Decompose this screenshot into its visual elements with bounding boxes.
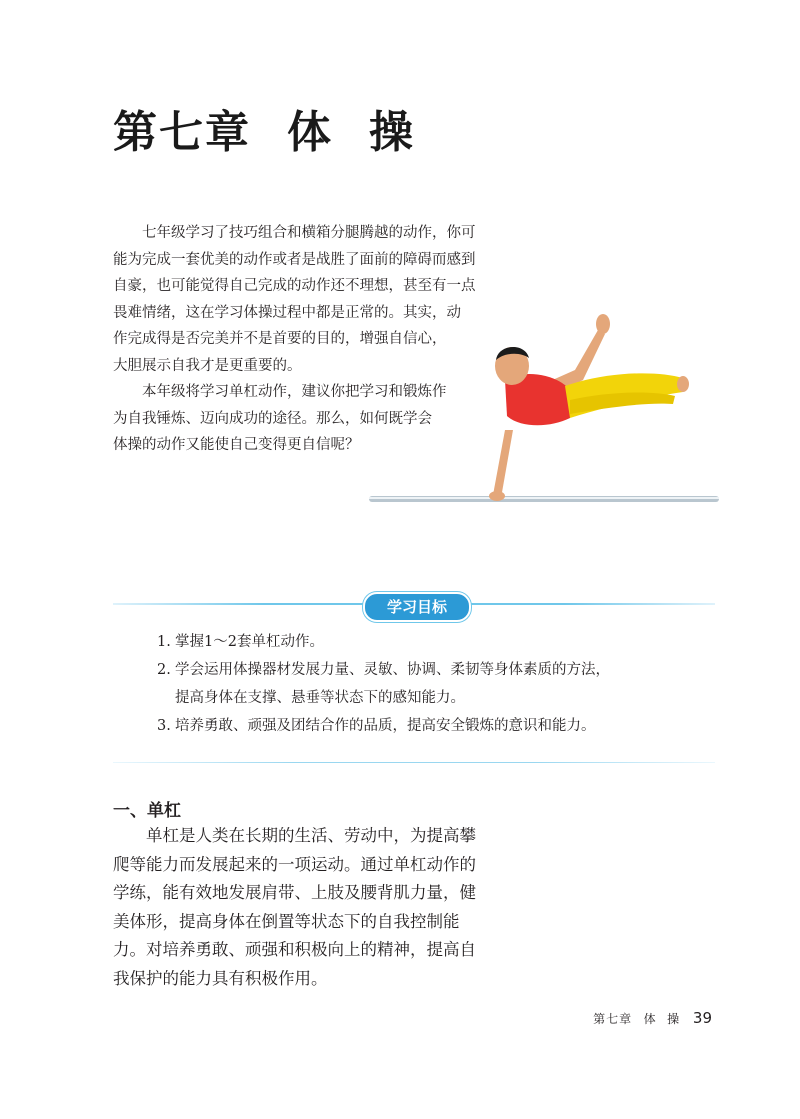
section-line: 我保护的能力具有积极作用。 — [113, 968, 328, 988]
chapter-number: 第七章 — [113, 107, 251, 158]
page-footer — [593, 1009, 712, 1027]
intro-line: 作完成得是否完美并不是首要的目的，增强自信心， — [113, 331, 447, 347]
intro-line: 自豪，也可能觉得自己完成的动作还不理想，甚至有一点 — [113, 278, 476, 294]
gymnast-figure — [489, 314, 689, 501]
footer-chapter: 第七章 — [593, 1012, 633, 1026]
goal-number: 3. — [157, 718, 171, 734]
learning-goals-panel — [113, 590, 715, 765]
goal-number: 2. — [157, 662, 171, 678]
goal-item — [157, 656, 717, 712]
section-line: 单杠是人类在长期的生活、劳动中，为提高攀 — [146, 826, 476, 845]
section-body — [113, 822, 513, 993]
gymnast-on-bar-illustration — [365, 300, 725, 520]
goals-list — [157, 628, 717, 740]
chapter-name-char1: 体 — [287, 107, 333, 158]
goal-text: 培养勇敢、顽强及团结合作的品质，提高安全锻炼的意识和能力。 — [175, 718, 596, 734]
goal-number: 1. — [157, 634, 171, 650]
chapter-title — [113, 96, 415, 160]
intro-line: 七年级学习了技巧组合和横箱分腿腾越的动作，你可 — [142, 225, 476, 241]
goal-item — [157, 712, 717, 740]
intro-line: 本年级将学习单杠动作，建议你把学习和锻炼作 — [142, 384, 447, 400]
learning-goals-badge: 学习目标 — [363, 592, 471, 622]
section-line: 爬等能力而发展起来的一项运动。通过单杠动作的 — [113, 854, 476, 874]
intro-line: 为自我锤炼、迈向成功的途径。那么，如何既学会 — [113, 410, 432, 427]
intro-line: 畏难情绪，这在学习体操过程中都是正常的。其实，动 — [113, 304, 461, 321]
footer-title-char1: 体 — [643, 1012, 656, 1026]
goal-text: 学会运用体操器材发展力量、灵敏、协调、柔韧等身体素质的方法， — [175, 662, 610, 678]
section-heading: 一、单杠 — [113, 801, 181, 821]
goal-text: 掌握1～2套单杠动作。 — [175, 634, 324, 650]
goal-item — [157, 628, 717, 656]
section-line: 学练，能有效地发展肩带、上肢及腰背肌力量，健 — [113, 883, 476, 902]
intro-line: 体操的动作又能使自己变得更自信呢？ — [113, 437, 360, 453]
goal-text-continued: 提高身体在支撑、悬垂等状态下的感知能力。 — [175, 690, 465, 706]
footer-title-char2: 操 — [667, 1012, 680, 1026]
goals-bottom-rule — [113, 762, 715, 763]
page-number: 39 — [692, 1009, 712, 1027]
intro-line: 大胆展示自我才是更重要的。 — [113, 357, 302, 374]
intro-line: 能为完成一套优美的动作或者是战胜了面前的障碍而感到 — [113, 251, 476, 268]
section-line: 力。对培养勇敢、顽强和积极向上的精神，提高自 — [113, 940, 476, 959]
section-line: 美体形，提高身体在倒置等状态下的自我控制能 — [113, 911, 460, 931]
chapter-name-char2: 操 — [369, 107, 415, 158]
horizontal-bar — [369, 496, 719, 502]
